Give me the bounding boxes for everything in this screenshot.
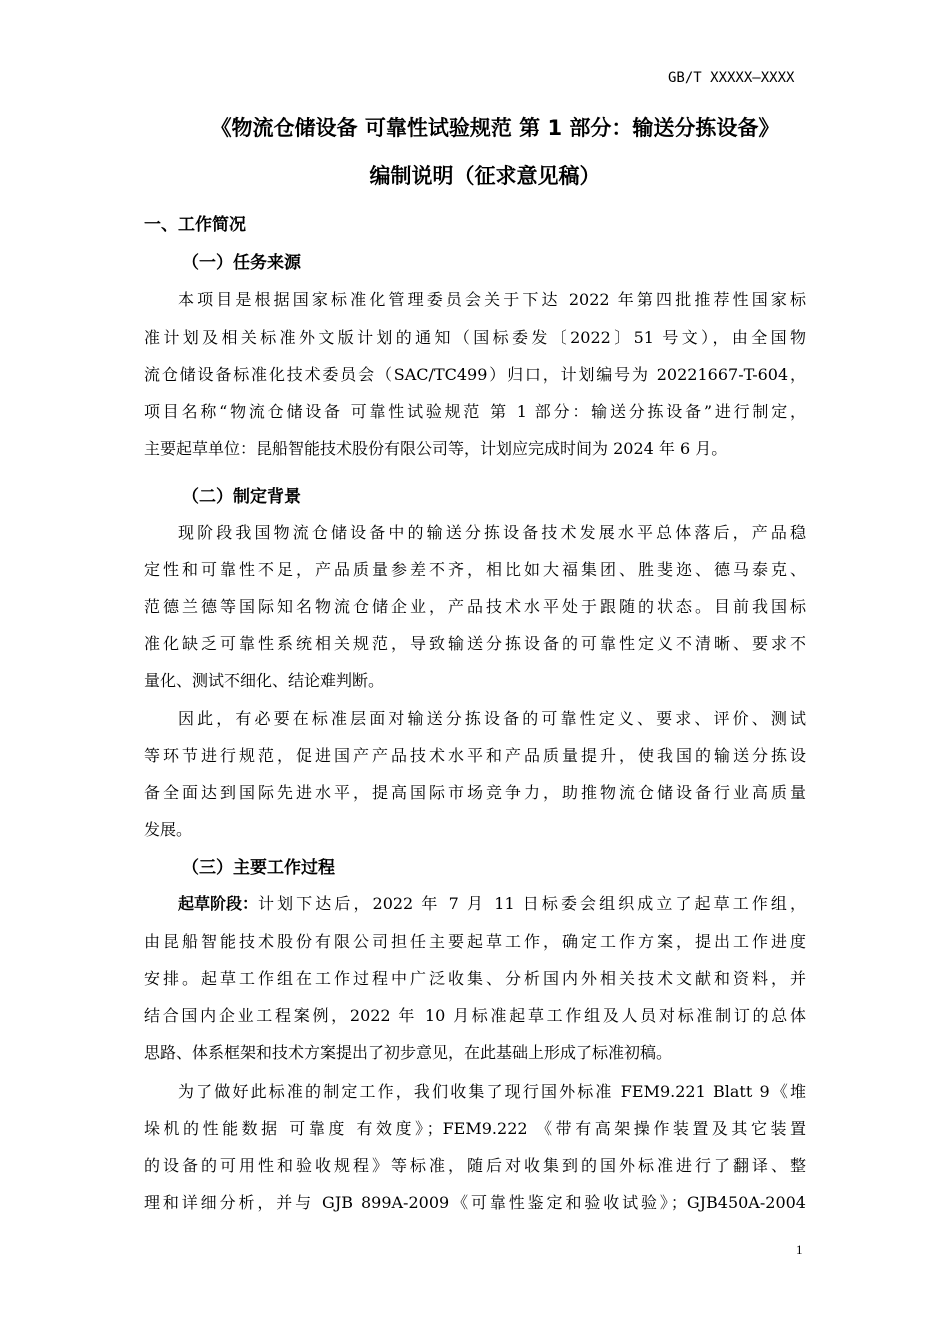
- paragraph-text: 计划下达后，2022 年 7 月 11 日标委会组织成立了起草工作组，: [258, 894, 806, 913]
- subsection-heading-background: （二）制定背景: [182, 487, 301, 507]
- document-subtitle: 编制说明（征求意见稿）: [369, 164, 601, 188]
- paragraph-line: 因此，有必要在标准层面对输送分拣设备的可靠性定义、要求、评价、测试: [178, 709, 806, 728]
- paragraph-line: 准计划及相关标准外文版计划的通知（国标委发〔2022〕51 号文），由全国物: [144, 328, 806, 347]
- paragraph-line: 范德兰德等国际知名物流仓储企业，产品技术水平处于跟随的状态。目前我国标: [144, 597, 806, 616]
- paragraph-line: 的设备的可用性和验收规程》等标准，随后对收集到的国外标准进行了翻译、整: [144, 1156, 806, 1175]
- paragraph-line: 等环节进行规范，促进国产产品技术水平和产品质量提升，使我国的输送分拣设: [144, 746, 806, 765]
- paragraph-line: 准化缺乏可靠性系统相关规范，导致输送分拣设备的可靠性定义不清晰、要求不: [144, 634, 806, 653]
- paragraph-line: 由昆船智能技术股份有限公司担任主要起草工作，确定工作方案，提出工作进度: [144, 932, 806, 951]
- paragraph-line: 垛机的性能数据 可靠度 有效度》；FEM9.222 《带有高架操作装置及其它装置: [144, 1119, 806, 1138]
- standard-code: GB/T XXXXX—XXXX: [668, 70, 795, 86]
- paragraph-line: 思路、体系框架和技术方案提出了初步意见，在此基础上形成了标准初稿。: [144, 1043, 673, 1062]
- section-heading-work-overview: 一、工作简况: [144, 215, 246, 235]
- page-number: 1: [796, 1242, 803, 1257]
- paragraph-line: 理和详细分析，并与 GJB 899A-2009《可靠性鉴定和验收试验》；GJB450A-2004: [144, 1193, 806, 1212]
- paragraph-line: 为了做好此标准的制定工作，我们收集了现行国外标准 FEM9.221 Blatt 9《堆: [178, 1082, 806, 1101]
- document-title: 《物流仓储设备 可靠性试验规范 第 1 部分：输送分拣设备》: [210, 116, 780, 140]
- paragraph-line: 安排。起草工作组在工作过程中广泛收集、分析国内外相关技术文献和资料，并: [144, 969, 806, 988]
- subsection-heading-work-process: （三）主要工作过程: [182, 858, 335, 878]
- paragraph-line: 量化、测试不细化、结论难判断。: [144, 671, 385, 690]
- subsection-heading-task-source: （一）任务来源: [182, 253, 301, 273]
- paragraph-line: 本项目是根据国家标准化管理委员会关于下达 2022 年第四批推荐性国家标: [178, 290, 806, 309]
- paragraph-line: [178, 891, 806, 914]
- paragraph-line: 备全面达到国际先进水平，提高国际市场竞争力，助推物流仓储设备行业高质量: [144, 783, 806, 802]
- drafting-stage-label: 起草阶段：: [178, 894, 259, 913]
- paragraph-line: 结合国内企业工程案例，2022 年 10 月标准起草工作组及人员对标准制订的总体: [144, 1006, 806, 1025]
- paragraph-line: 定性和可靠性不足，产品质量参差不齐，相比如大福集团、胜斐迩、德马泰克、: [144, 560, 806, 579]
- paragraph-line: 流仓储设备标准化技术委员会（SAC/TC499）归口，计划编号为 20221667-T-604，: [144, 365, 806, 384]
- paragraph-line: 主要起草单位：昆船智能技术股份有限公司等，计划应完成时间为 2024 年 6 月。: [144, 439, 728, 458]
- paragraph-line: 项目名称“物流仓储设备 可靠性试验规范 第 1 部分：输送分拣设备”进行制定，: [144, 402, 806, 421]
- paragraph-line: 发展。: [144, 820, 193, 839]
- paragraph-line: 现阶段我国物流仓储设备中的输送分拣设备技术发展水平总体落后，产品稳: [178, 523, 806, 542]
